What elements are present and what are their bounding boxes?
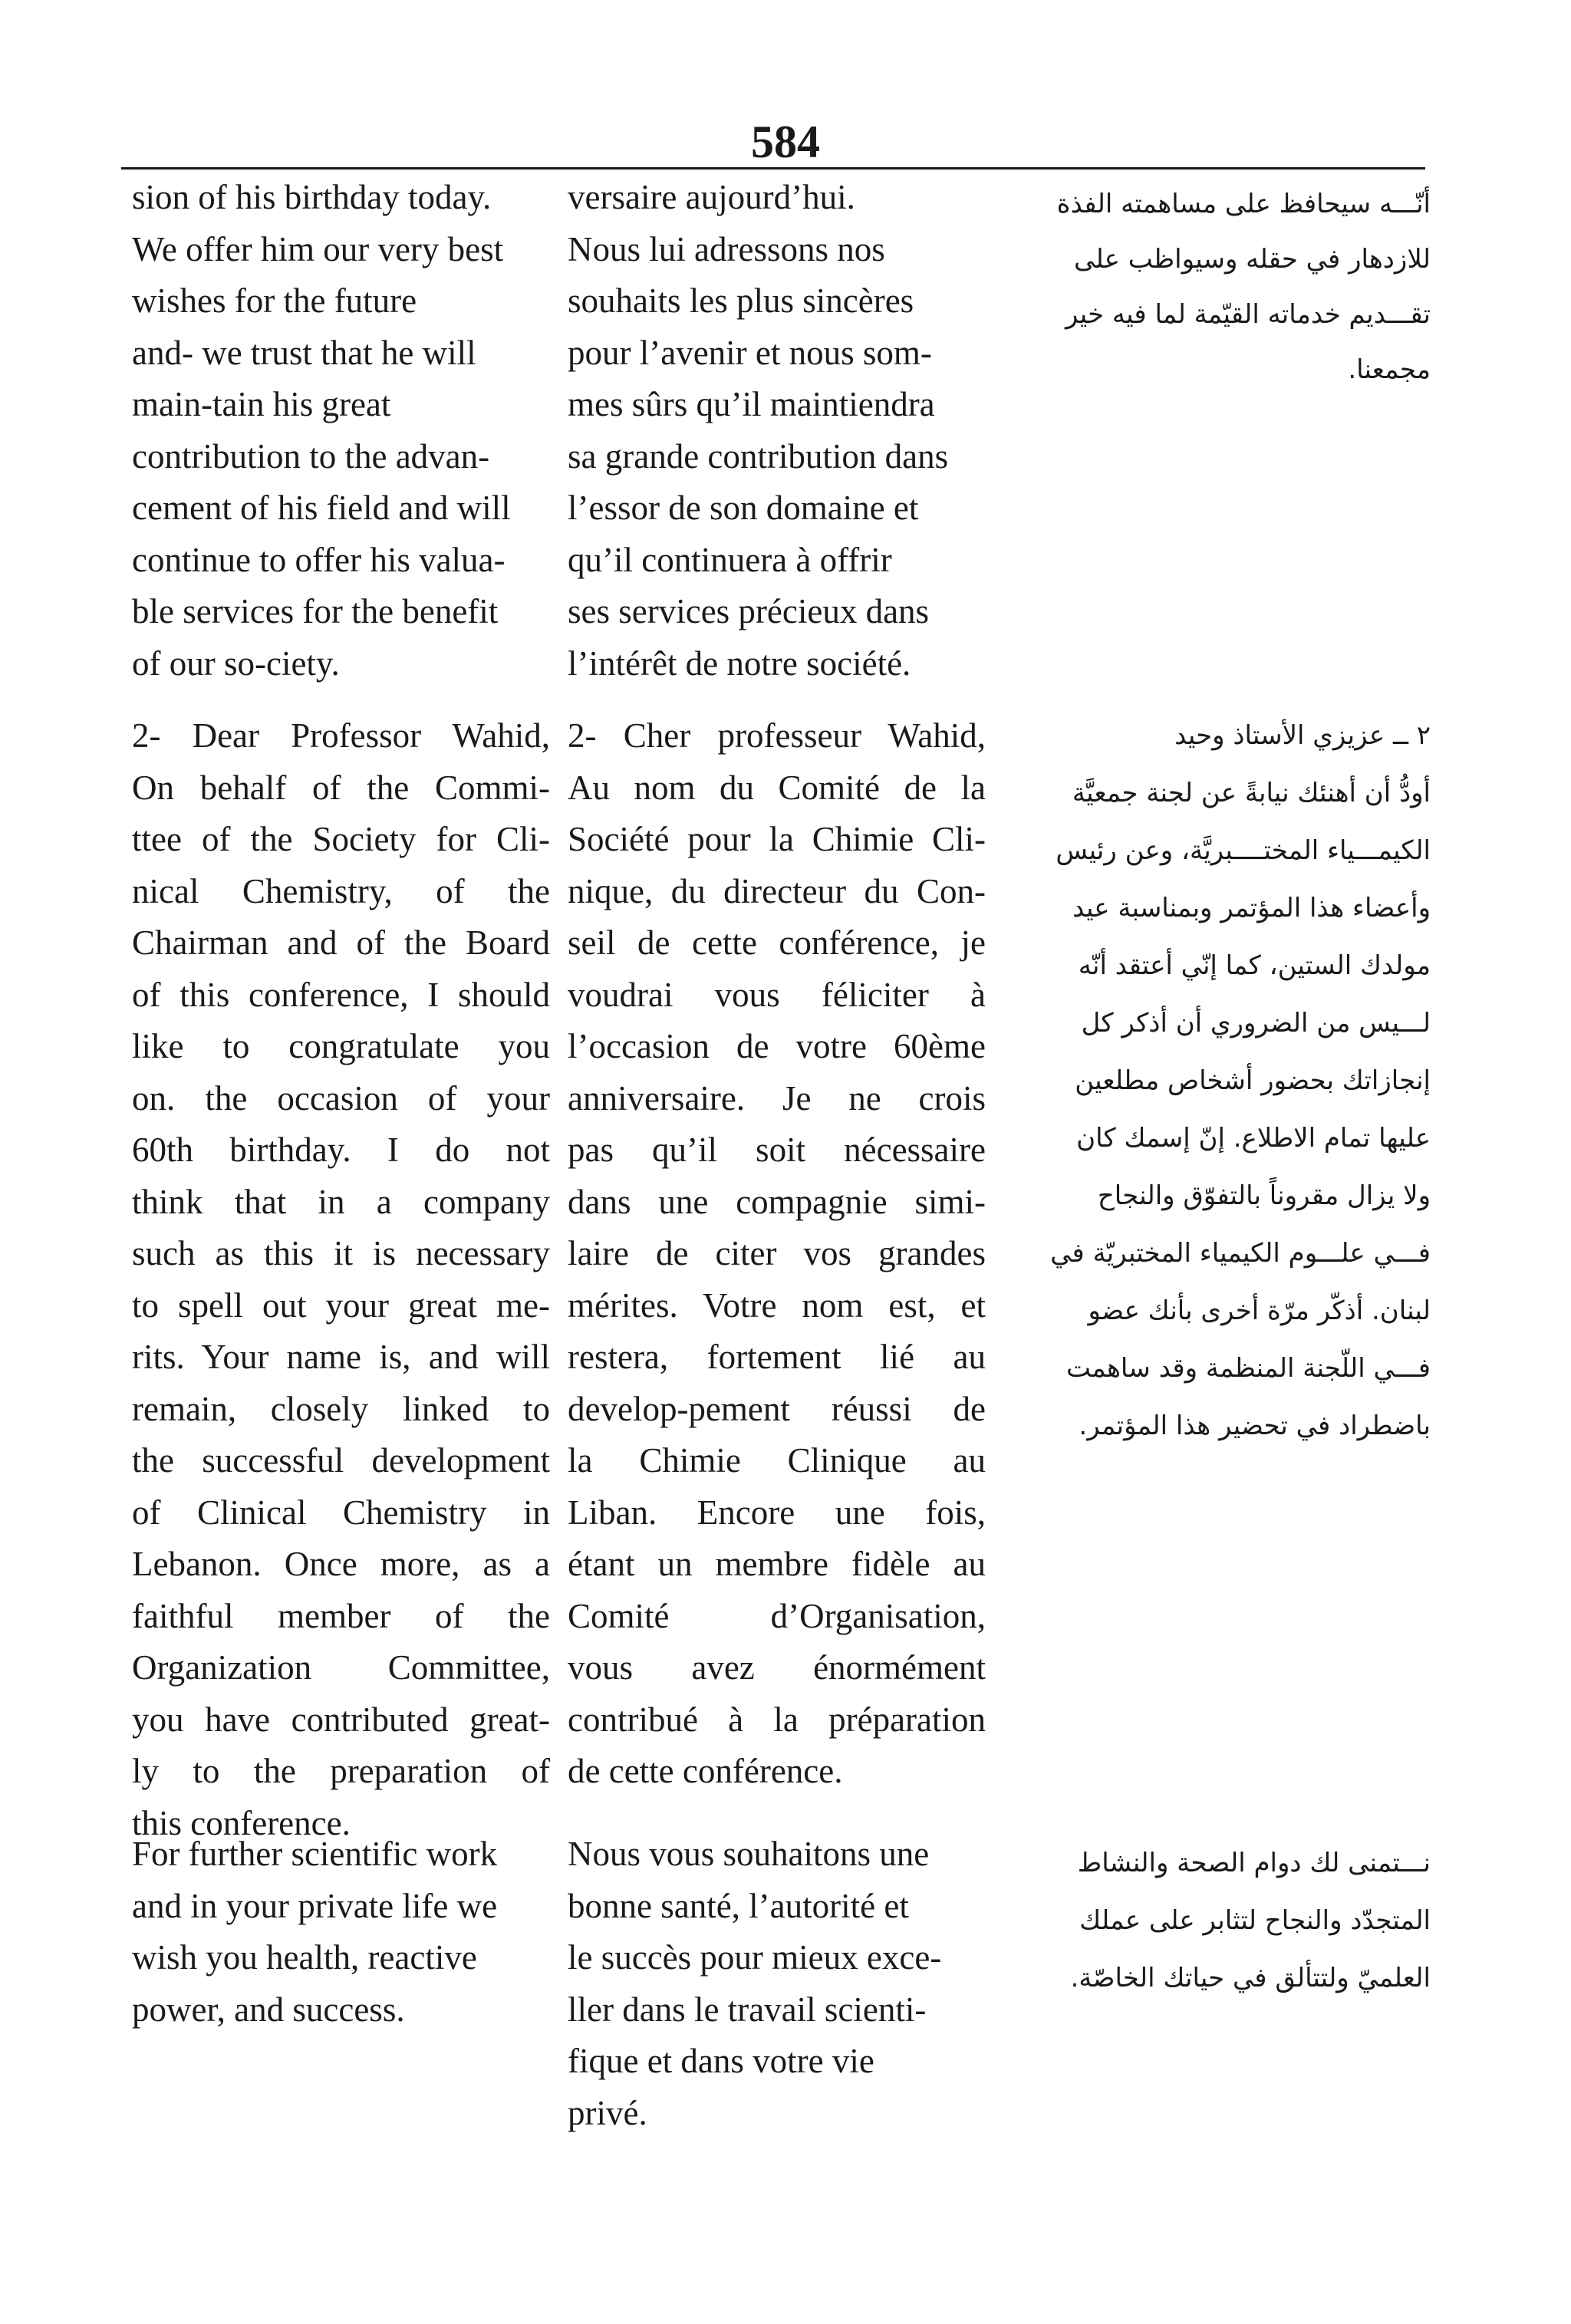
arabic-paragraph-2-line: مولدك الستين، كما إنّي أعتقد أنّه [1078,950,1431,981]
english-paragraph-1-line: ble services for the benefit [132,592,499,630]
english-paragraph-2-line: Chairman and of the Board [132,923,550,962]
french-paragraph-3-line: Nous vous souhaitons une [568,1835,930,1873]
english-paragraph-2-line: Lebanon. Once more, as a [132,1545,550,1583]
french-paragraph-3-line: ller dans le travail scienti- [568,1990,927,2029]
arabic-paragraph-1-line: تقـــديم خدماته القيّمة لما فيه خير [1065,299,1431,330]
arabic-paragraph-1-line: للازدهار في حقله وسيواظب على [1074,244,1431,275]
french-paragraph-3-line: fique et dans votre vie [568,2042,874,2080]
french-paragraph-2-line: Au nom du Comité de la [568,768,986,807]
header-rule [121,167,1425,170]
english-paragraph-2-line: rits. Your name is, and will [132,1338,550,1376]
french-paragraph-2-line: l’occasion de votre 60ème [568,1027,986,1065]
english-paragraph-2-line: of Clinical Chemistry in [132,1493,550,1532]
arabic-paragraph-3-line: المتجدّد والنجاح لتثابر على عملك [1079,1905,1431,1936]
french-paragraph-1-line: Nous lui adressons nos [568,229,885,268]
arabic-paragraph-2-line: إنجازاتك بحضور أشخاص مطلعين [1075,1065,1431,1096]
english-paragraph-1 [132,172,550,690]
french-paragraph-2-line: dans une compagnie simi- [568,1182,986,1221]
french-paragraph-1-line: l’essor de son domaine et [568,489,919,527]
arabic-paragraph-3-line: العلميّ ولتتألق في حياتك الخاصّة. [1070,1963,1431,1993]
arabic-paragraph-2-line: أودُّ أن أهنئك نيابةً عن لجنة جمعيَّة [1072,778,1431,808]
english-paragraph-1-line: and- we trust that he will [132,333,476,372]
english-paragraph-3-line: power, and success. [132,1990,405,2029]
french-paragraph-1-line: ses services précieux dans [568,592,930,630]
english-paragraph-1-line: wishes for the future [132,281,417,320]
french-paragraph-1-line: qu’il continuera à offrir [568,540,892,579]
french-paragraph-1-line: versaire aujourd’hui. [568,178,855,216]
french-paragraph-2-line: pas qu’il soit nécessaire [568,1131,986,1169]
english-paragraph-1-line: We offer him our very best [132,229,504,268]
french-paragraph-1-line: pour l’avenir et nous som- [568,333,932,372]
english-paragraph-2-line: ttee of the Society for Cli- [132,820,550,858]
arabic-paragraph-2-line: الكيمـــياء المختــــبريَّة، وعن رئيس [1056,835,1431,866]
french-paragraph-2-line: étant un membre fidèle au [568,1545,986,1583]
french-paragraph-2 [568,710,986,1798]
french-paragraph-2-line: Société pour la Chimie Cli- [568,820,986,858]
english-paragraph-2-line: 60th birthday. I do not [132,1131,550,1169]
arabic-paragraph-2-line: لبنان. أذكّر مرّة أخرى بأنك عضو [1088,1295,1431,1326]
arabic-paragraph-2-line: ٢ ــ عزيزي الأستاذ وحيد [1174,720,1431,751]
french-paragraph-2-line: la Chimie Clinique au [568,1441,986,1480]
french-paragraph-2-line: develop-pement réussi de [568,1389,986,1428]
english-paragraph-2-line: 2- Dear Professor Wahid, [132,716,550,755]
english-paragraph-2-line: the successful development [132,1441,550,1480]
french-paragraph-3 [568,1829,986,2139]
english-paragraph-2-line: this conference. [132,1803,351,1842]
english-paragraph-2-line: on. the occasion of your [132,1078,550,1118]
arabic-paragraph-2-line: ولا يزال مقروناً بالتفوّق والنجاح [1097,1180,1431,1211]
english-paragraph-2-line: such as this it is necessary [132,1234,550,1272]
arabic-paragraph-2-line: وأعضاء هذا المؤتمر وبمناسبة عيد [1072,893,1431,923]
arabic-paragraph-1-line: أنّـــه سيحافظ على مساهمته الفذة [1056,189,1431,219]
french-paragraph-1-line: l’intérêt de notre société. [568,644,911,683]
french-paragraph-2-line: Liban. Encore une fois, [568,1493,986,1532]
arabic-paragraph-2 [1032,707,1431,1455]
french-paragraph-2-line: anniversaire. Je ne crois [568,1078,986,1118]
english-paragraph-2-line: nical Chemistry, of the [132,871,550,910]
french-paragraph-2-line: nique, du directeur du Con- [568,871,986,910]
page-number: 584 [751,117,820,167]
french-paragraph-2-line: vous avez énormément [568,1648,986,1687]
english-paragraph-2-line: think that in a company [132,1182,550,1221]
english-paragraph-2-line: like to congratulate you [132,1027,550,1065]
arabic-paragraph-2-line: فـــي اللّجنة المنظمة وقد ساهمت [1065,1353,1431,1384]
french-paragraph-3-line: le succès pour mieux exce- [568,1938,942,1977]
english-paragraph-3-line: For further scientific work [132,1835,498,1873]
english-paragraph-1-line: sion of his birthday today. [132,178,492,216]
french-paragraph-1 [568,172,986,690]
english-paragraph-1-line: of our so-ciety. [132,644,340,683]
arabic-paragraph-3 [1032,1835,1431,2007]
english-paragraph-2-line: faithful member of the [132,1596,550,1635]
arabic-paragraph-1 [1032,176,1431,397]
french-paragraph-2-line: restera, fortement lié au [568,1338,986,1376]
french-paragraph-1-line: sa grande contribution dans [568,436,949,476]
english-paragraph-2-line: ly to the preparation of [132,1752,550,1790]
arabic-paragraph-1-line: مجمعنا. [1348,354,1431,385]
french-paragraph-3-line: bonne santé, l’autorité et [568,1886,909,1925]
french-paragraph-2-line: contribué à la préparation [568,1700,986,1739]
english-paragraph-2-line: to spell out your great me- [132,1285,550,1325]
arabic-paragraph-2-line: لـــيس من الضروري أن أذكر كل [1081,1008,1431,1039]
english-paragraph-2 [132,710,550,1849]
french-paragraph-3-line: privé. [568,2093,647,2132]
english-paragraph-2-line: of this conference, I should [132,975,550,1014]
french-paragraph-2-line: Comité d’Organisation, [568,1596,986,1635]
arabic-paragraph-2-line: فـــي علـــوم الكيمياء المختبريّة في [1050,1238,1431,1269]
french-paragraph-2-line: de cette conférence. [568,1752,843,1790]
english-paragraph-3-line: and in your private life we [132,1886,498,1925]
french-paragraph-1-line: souhaits les plus sincères [568,281,914,320]
english-paragraph-2-line: On behalf of the Commi- [132,768,550,807]
french-paragraph-2-line: voudrai vous féliciter à [568,975,986,1014]
english-paragraph-2-line: you have contributed great- [132,1700,550,1739]
english-paragraph-1-line: cement of his field and will [132,489,511,527]
arabic-paragraph-2-line: باضطراد في تحضير هذا المؤتمر. [1079,1411,1431,1441]
english-paragraph-3-line: wish you health, reactive [132,1938,477,1977]
english-paragraph-1-line: main-tain his great [132,385,391,423]
arabic-paragraph-2-line: عليها تمام الاطلاع. إنّ إسمك كان [1076,1123,1431,1154]
english-paragraph-2-line: Organization Committee, [132,1648,550,1687]
english-paragraph-2-line: remain, closely linked to [132,1389,550,1428]
french-paragraph-2-line: seil de cette conférence, je [568,923,986,962]
french-paragraph-2-line: laire de citer vos grandes [568,1234,986,1272]
french-paragraph-1-line: mes sûrs qu’il maintiendra [568,385,935,423]
english-paragraph-1-line: contribution to the advan- [132,436,490,476]
english-paragraph-3 [132,1829,550,2036]
french-paragraph-2-line: 2- Cher professeur Wahid, [568,716,986,755]
english-paragraph-1-line: continue to offer his valua- [132,540,506,579]
arabic-paragraph-3-line: نـــتمنى لك دوام الصحة والنشاط [1077,1848,1431,1878]
french-paragraph-2-line: mérites. Votre nom est, et [568,1285,986,1325]
